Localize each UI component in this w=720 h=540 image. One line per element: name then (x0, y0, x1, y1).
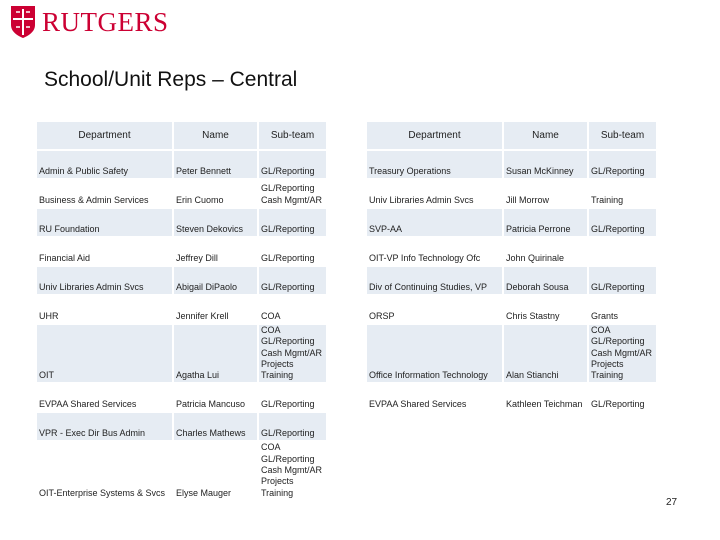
table-row (37, 413, 326, 440)
header-name: Name (174, 122, 257, 149)
name-cell: Peter Bennett (174, 151, 257, 178)
table-row (367, 325, 656, 382)
table-row (37, 238, 326, 265)
table-row (37, 442, 326, 499)
subteam-cell (589, 238, 656, 265)
name-cell: Abigail DiPaolo (174, 267, 257, 294)
subteam-value: Projects (261, 358, 294, 369)
department-cell: Univ Libraries Admin Svcs (369, 194, 474, 205)
table-row (37, 296, 326, 323)
department-cell: Financial Aid (39, 252, 91, 263)
subteam-value: GL/Reporting (261, 165, 315, 176)
subteam-cell (259, 325, 326, 382)
name-cell: Susan McKinney (504, 151, 587, 178)
table-row (367, 384, 656, 411)
department-cell: EVPAA Shared Services (369, 399, 467, 410)
table-row (367, 151, 656, 178)
department-cell: Business & Admin Services (39, 194, 149, 205)
table-row (367, 267, 656, 294)
name-cell: Jeffrey Dill (176, 252, 218, 263)
name-cell: Steven Dekovics (174, 209, 257, 236)
subteam-cell (259, 413, 326, 440)
logo-wordmark: RUTGERS (42, 6, 169, 37)
subteam-value: COA (591, 325, 611, 335)
name-cell: Alan Stianchi (504, 325, 587, 382)
subteam-value: Projects (591, 358, 624, 369)
subteam-cell (589, 151, 656, 178)
subteam-value: GL/Reporting (261, 281, 315, 292)
name-cell: Charles Mathews (174, 413, 257, 440)
name-cell: Agatha Lui (174, 325, 257, 382)
department-cell: OIT-VP Info Technology Ofc (369, 252, 481, 263)
header-subteam: Sub-team (259, 122, 326, 149)
table-row (367, 296, 656, 323)
table-row (367, 180, 656, 207)
name-cell: Patricia Mancuso (176, 399, 246, 410)
subteam-value: GL/Reporting (261, 252, 315, 263)
subteam-cell (259, 151, 326, 178)
department-cell: Div of Continuing Studies, VP (367, 267, 502, 294)
subteam-value: GL/Reporting (591, 336, 645, 347)
subteam-value: Training (591, 194, 624, 205)
name-cell: Jennifer Krell (176, 310, 229, 321)
subteam-value: GL/Reporting (261, 336, 315, 347)
table-row (367, 209, 656, 236)
department-cell: EVPAA Shared Services (39, 399, 137, 410)
subteam-cell (589, 267, 656, 294)
header-department: Department (37, 122, 172, 149)
header-department: Department (367, 122, 502, 149)
subteam-value: GL/Reporting (591, 281, 645, 292)
subteam-cell (259, 267, 326, 294)
name-cell: Chris Stastny (506, 310, 560, 321)
department-cell: UHR (39, 310, 59, 321)
table-row (37, 151, 326, 178)
header-subteam: Sub-team (589, 122, 656, 149)
page-title: School/Unit Reps – Central (44, 68, 298, 91)
subteam-value: GL/Reporting (261, 223, 315, 234)
right-reps-table (365, 120, 658, 413)
subteam-value: GL/Reporting (261, 453, 315, 464)
department-cell: SVP-AA (367, 209, 502, 236)
subteam-value: GL/Reporting (591, 399, 645, 410)
subteam-value: Cash Mgmt/AR (591, 347, 653, 358)
subteam-value: Cash Mgmt/AR (261, 347, 323, 358)
left-table-body (37, 151, 326, 500)
department-cell: Treasury Operations (367, 151, 502, 178)
subteam-value: GL/Reporting (261, 399, 315, 410)
subteam-value: Training (261, 370, 294, 381)
department-cell: OIT-Enterprise Systems & Svcs (39, 487, 166, 498)
name-cell: Elyse Mauger (176, 487, 232, 498)
department-cell: Admin & Public Safety (37, 151, 172, 178)
department-cell: OIT (37, 325, 172, 382)
name-cell: Kathleen Teichman (506, 399, 583, 410)
department-cell: ORSP (369, 310, 395, 321)
table-row (37, 267, 326, 294)
subteam-cell (259, 384, 326, 411)
subteam-value: GL/Reporting (261, 428, 315, 439)
table-row (37, 384, 326, 411)
subteam-value: Cash Mgmt/AR (261, 465, 323, 476)
subteam-cell (589, 296, 656, 323)
subteam-value: GL/Reporting (591, 165, 645, 176)
right-table-body (367, 151, 656, 411)
subteam-value: COA (261, 325, 281, 335)
subteam-value: Training (591, 370, 624, 381)
name-cell: Deborah Sousa (504, 267, 587, 294)
header-name: Name (504, 122, 587, 149)
subteam-cell (259, 296, 326, 323)
table-row (37, 325, 326, 382)
left-reps-table (35, 120, 328, 502)
subteam-cell (589, 209, 656, 236)
table-header-row (367, 122, 656, 149)
subteam-value: Grants (591, 310, 619, 321)
department-cell: RU Foundation (37, 209, 172, 236)
subteam-cell (589, 384, 656, 411)
name-cell: Patricia Perrone (504, 209, 587, 236)
department-cell: Univ Libraries Admin Svcs (37, 267, 172, 294)
table-row (37, 209, 326, 236)
subteam-value: COA (261, 310, 281, 321)
table-row (37, 180, 326, 207)
name-cell: Jill Morrow (506, 194, 550, 205)
rutgers-logo (10, 5, 169, 39)
table-header-row (37, 122, 326, 149)
department-cell: VPR - Exec Dir Bus Admin (37, 413, 172, 440)
rutgers-shield-icon (10, 5, 36, 39)
subteam-cell (259, 180, 326, 207)
subteam-cell (259, 209, 326, 236)
name-cell: Erin Cuomo (176, 194, 224, 205)
subteam-value: Projects (261, 476, 294, 487)
department-cell: Office Information Technology (367, 325, 502, 382)
subteam-cell (259, 442, 326, 499)
subteam-value: GL/Reporting (261, 183, 315, 194)
name-cell: John Quirinale (506, 252, 565, 263)
subteam-value: GL/Reporting (591, 223, 645, 234)
subteam-value: Cash Mgmt/AR (261, 194, 323, 205)
subteam-cell (589, 180, 656, 207)
page-number: 27 (666, 497, 678, 508)
subteam-value: COA (261, 442, 281, 453)
table-row (367, 238, 656, 265)
subteam-cell (589, 325, 656, 382)
subteam-value: Training (261, 487, 294, 498)
subteam-cell (259, 238, 326, 265)
